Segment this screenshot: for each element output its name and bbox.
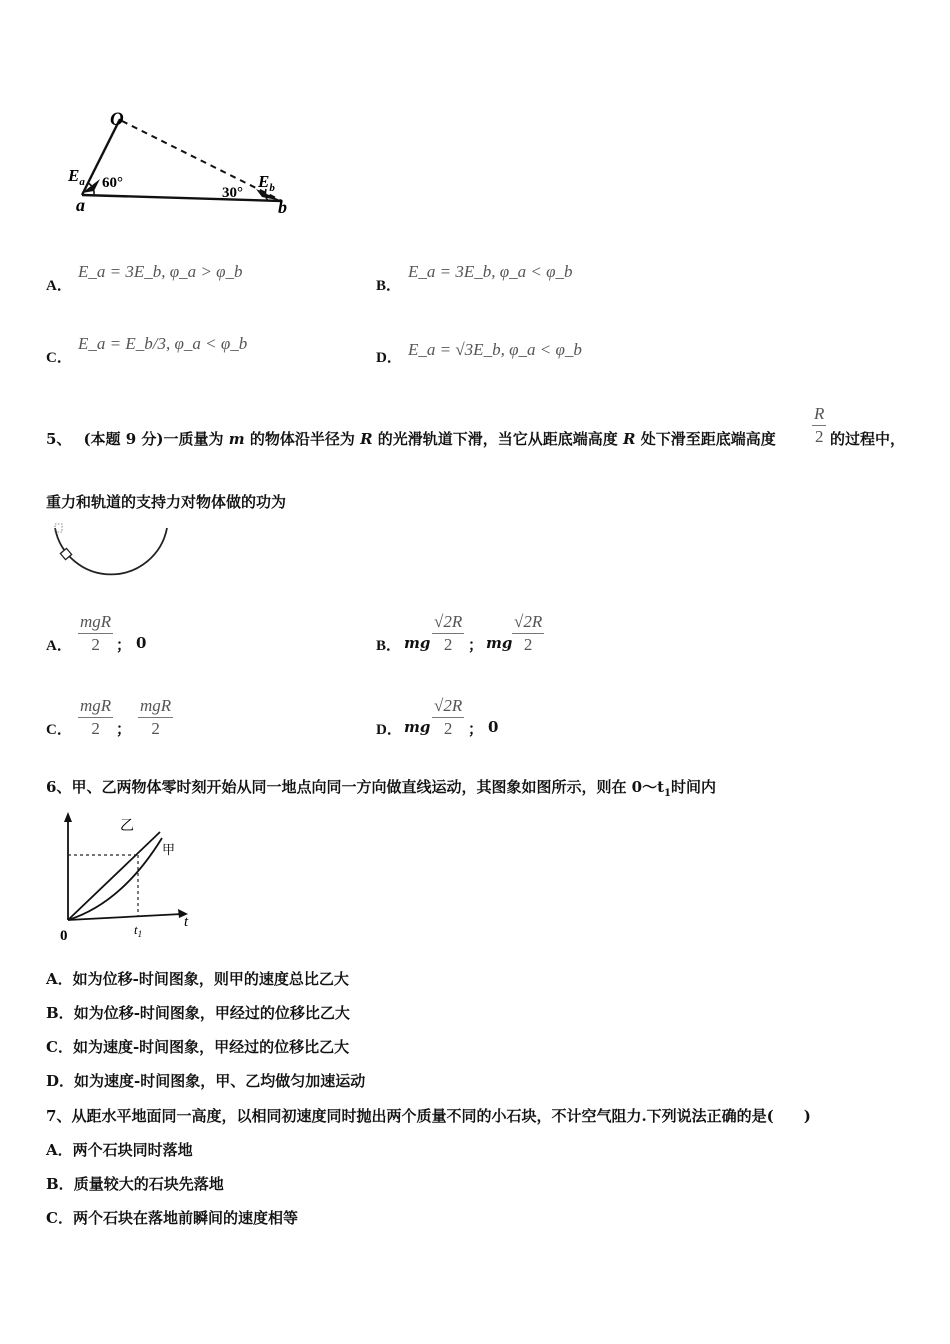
q5-stem-line1: 5、 (本题 9 分)一质量为 m 的物体沿半径为 R 的光滑轨道下滑，当它从距底端高度 R 处下滑至距底端高度 bbox=[46, 430, 776, 448]
option-letter: A． bbox=[46, 278, 72, 294]
q7-option-c[interactable]: C．两个石块在落地前瞬间的速度相等 bbox=[46, 1209, 298, 1227]
q7-stem: 7、从距水平地面同一高度，以相同初速度同时抛出两个质量不同的小石块，不计空气阻力.下列说法正确的是( ) bbox=[46, 1107, 811, 1125]
q5-stem-suffix: 的过程中， bbox=[830, 430, 906, 448]
option-expr: E_a = 3E_b, φ_a < φ_b bbox=[408, 262, 573, 281]
option-expr: E_a = E_b/3, φ_a < φ_b bbox=[78, 334, 248, 353]
label-Eb: $E_b$ bbox=[258, 172, 275, 194]
semicircle-track-figure bbox=[50, 522, 175, 590]
q5-stem-fraction: $\frac{R}{2}$ bbox=[814, 404, 825, 446]
option-expr: E_a = 3E_b, φ_a > φ_b bbox=[78, 262, 243, 281]
option-expr: E_a = √3E_b, φ_a < φ_b bbox=[408, 340, 582, 359]
option-letter: B． bbox=[376, 278, 402, 294]
graph-t1: $t_1$ bbox=[134, 922, 143, 939]
label-b: b bbox=[278, 197, 287, 217]
option-letter: D． bbox=[376, 350, 402, 366]
label-Ea: $E_a$ bbox=[68, 166, 85, 188]
q6-option-b[interactable]: B．如为位移-时间图象，甲经过的位移比乙大 bbox=[46, 1004, 350, 1022]
question-number: 5、 bbox=[46, 430, 72, 448]
angle-30-label: 30° bbox=[222, 185, 243, 201]
label-O: O bbox=[110, 109, 124, 130]
q6-motion-graph bbox=[52, 808, 202, 944]
graph-t-axis: t bbox=[184, 914, 189, 930]
q6-option-d[interactable]: D．如为速度-时间图象，甲、乙均做匀加速运动 bbox=[46, 1072, 366, 1090]
q6-stem: 6、甲、乙两物体零时刻开始从同一地点向同一方向做直线运动，其图象如图所示，则在 $0\sim t_1$时间内 bbox=[46, 778, 717, 799]
q7-option-a[interactable]: A．两个石块同时落地 bbox=[46, 1141, 193, 1159]
triangle-field-figure bbox=[50, 95, 310, 220]
graph-label-yi: 乙 bbox=[120, 819, 134, 834]
q6-option-c[interactable]: C．如为速度-时间图象，甲经过的位移比乙大 bbox=[46, 1038, 350, 1056]
angle-60-label: 60° bbox=[102, 175, 123, 191]
label-a: a bbox=[76, 195, 85, 215]
q5-stem-line2: 重力和轨道的支持力对物体做的功为 bbox=[46, 493, 287, 511]
question-number: 6、 bbox=[46, 778, 72, 796]
q6-option-a[interactable]: A．如为位移-时间图象，则甲的速度总比乙大 bbox=[46, 970, 349, 988]
graph-origin: 0 bbox=[60, 928, 68, 944]
graph-label-jia: 甲 bbox=[162, 842, 176, 857]
q7-option-b[interactable]: B．质量较大的石块先落地 bbox=[46, 1175, 224, 1193]
option-letter: C． bbox=[46, 350, 72, 366]
question-number: 7、 bbox=[46, 1107, 72, 1125]
